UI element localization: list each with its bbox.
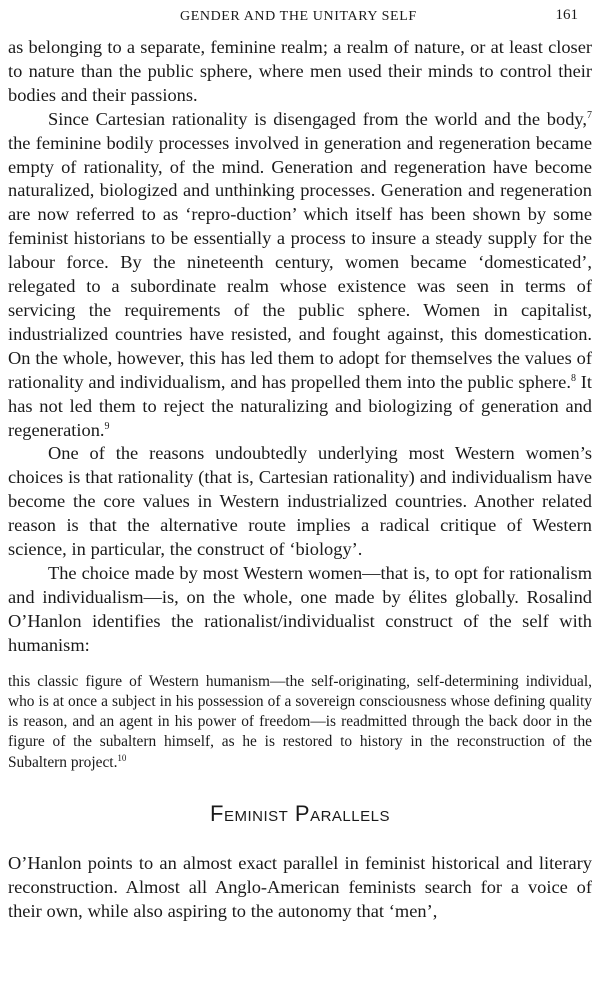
running-title: GENDER AND THE UNITARY SELF — [180, 9, 417, 24]
quote-text: this classic figure of Western humanism—the self-originating, self-determining individual, who is at once a subject in his possession of a sovereign consciousness whose defining quality is reason, and an agent in his power of freedom—is readmitted through the back door in the figure of the subaltern himself, as he is restored to history in the reconstruction of the Subaltern project. — [8, 672, 592, 771]
footnote-marker: 10 — [117, 752, 127, 763]
paragraph-text: the feminine bodily processes involved in generation and regeneration became empty of rationality, of the mind. Generation and regeneration have become naturalized, biologized and unthinking processes. Generation and regeneration are now referred to as ‘repro-duction’ which itself has been shown by some feminist historians to be essentially a process to insure a steady supply for the labour force. By the nineteenth century, women became ‘domesticated’, relegated to a subordinate realm whose existence was seen in terms of servicing the requirements of the public sphere. Women in capitalist, industrialized countries have resisted, and fought against, this domestication. On the whole, however, this has led them to adopt for themselves the values of rationality and individualism, and has propelled them into the public sphere. — [8, 132, 592, 392]
footnote-marker: 7 — [587, 109, 592, 121]
paragraph-elites: The choice made by most Western women—that is, to opt for rationalism and individualism—is, on the whole, one made by élites globally. Rosalind O’Hanlon identifies the rationalist/individualist construct of the self with humanism: — [8, 562, 592, 655]
running-head — [8, 0, 592, 36]
paragraph-text: It has not led them to reject the naturalizing and biologizing of generation and regeneration. — [8, 371, 592, 440]
section-heading: Feminist Parallels — [210, 801, 390, 827]
paragraph-cartesian-rationality — [8, 108, 592, 443]
footnote-marker: 9 — [104, 420, 110, 432]
paragraph-ohanlon-parallel: O’Hanlon points to an almost exact parallel in feminist historical and literary reconstruction. Almost all Anglo-American feminists search for a voice of their own, while also aspiring to the autonomy that ‘men’, — [8, 853, 592, 921]
paragraph-text: Since Cartesian rationality is disengaged from the world and the body, — [48, 108, 587, 129]
page-number: 161 — [555, 7, 578, 23]
paragraph-continued: as belonging to a separate, feminine realm; a realm of nature, or at least closer to nature than the public sphere, where men used their minds to control their bodies and their passions. — [8, 37, 592, 105]
paragraph-western-choices: One of the reasons undoubtedly underlying most Western women’s choices is that rationality (that is, Cartesian rationality) and individualism have become the core values in Western industrialized countries. Another related reason is that the alternative route implies a radical critique of Western science, in particular, the construct of ‘biology’. — [8, 443, 592, 560]
block-quote — [8, 672, 592, 773]
footnote-marker: 8 — [570, 372, 576, 384]
